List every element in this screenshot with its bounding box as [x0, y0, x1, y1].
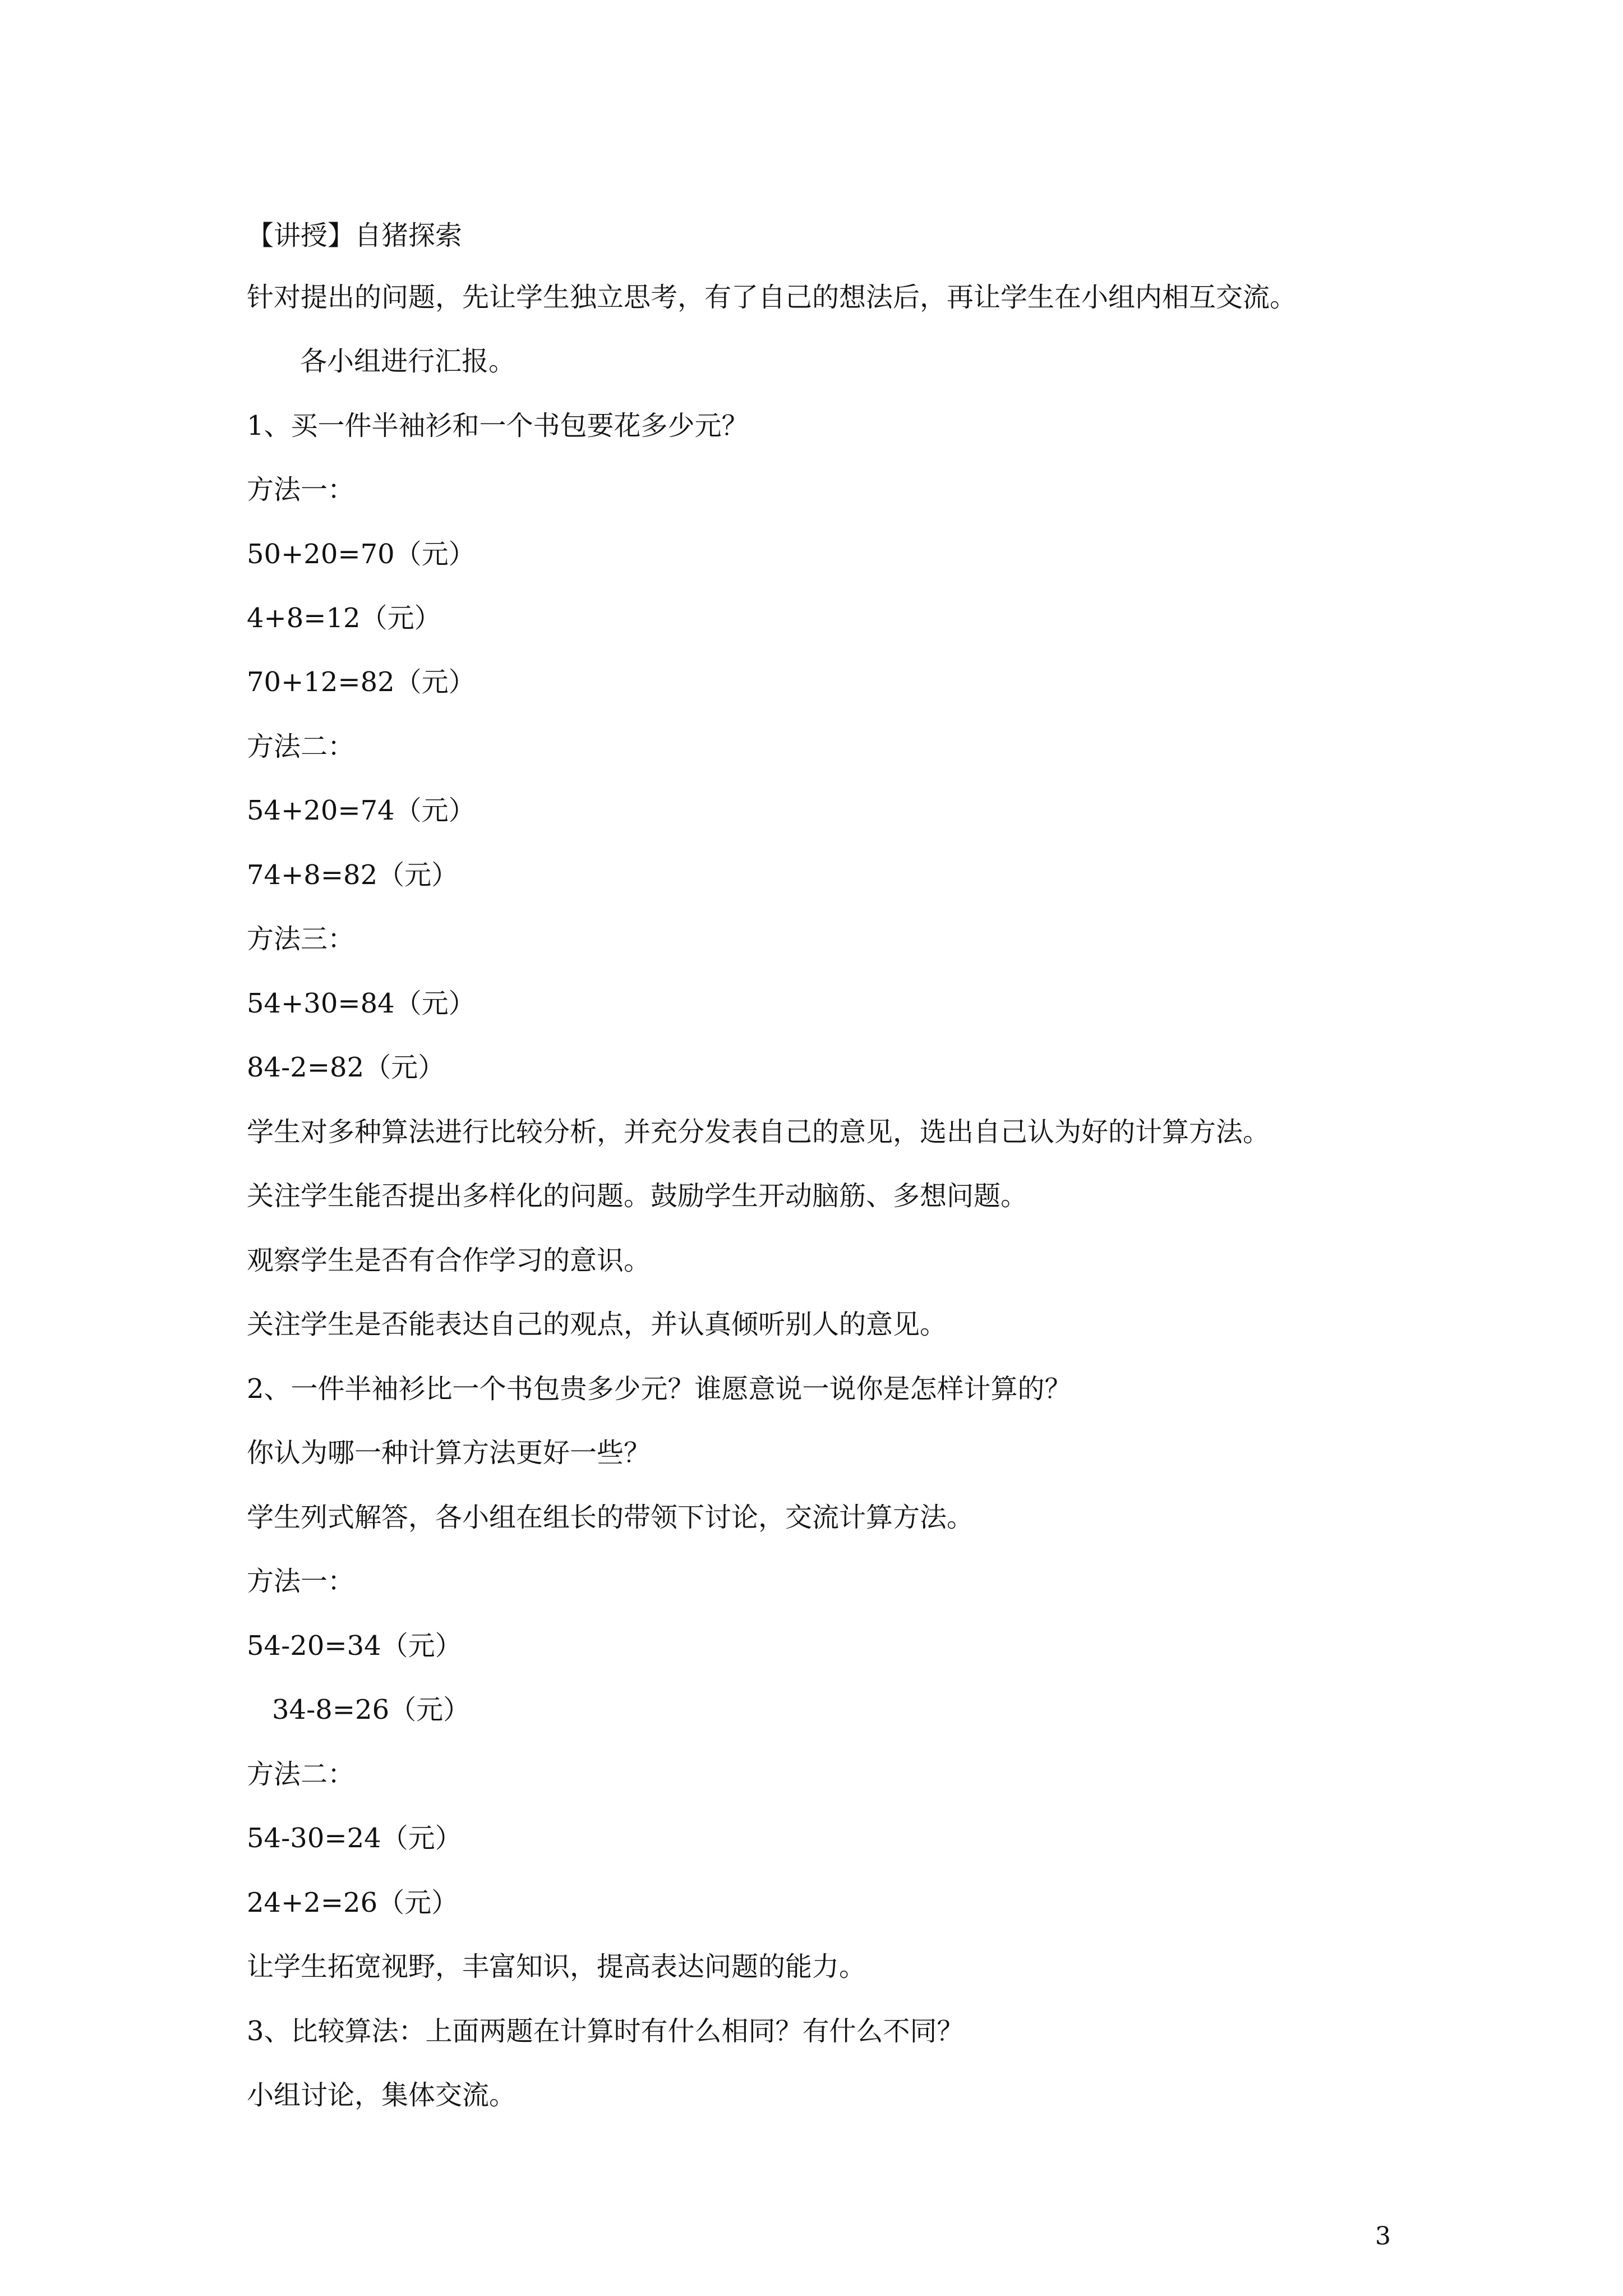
page-number: 3: [1375, 2222, 1391, 2251]
calculation-line: 50+20=70（元）: [247, 539, 476, 570]
paragraph-line: 关注学生是否能表达自己的观点，并认真倾听别人的意见。: [247, 1309, 947, 1340]
paragraph-line: 各小组进行汇报。: [300, 346, 516, 377]
paragraph-line: 观察学生是否有合作学习的意识。: [247, 1245, 651, 1276]
method-label: 方法二：: [247, 1759, 355, 1790]
calculation-line: 24+2=26（元）: [247, 1887, 459, 1918]
section-heading: 【讲授】自猪探索: [247, 220, 463, 251]
question-3: 3、比较算法：上面两题在计算时有什么相同？有什么不同？: [247, 2016, 964, 2047]
calculation-line: 54-20=34（元）: [247, 1630, 462, 1662]
method-label: 方法三：: [247, 923, 355, 955]
calculation-line: 74+8=82（元）: [247, 859, 459, 891]
calculation-line: 34-8=26（元）: [272, 1694, 471, 1726]
paragraph-line: 针对提出的问题，先让学生独立思考，有了自己的想法后，再让学生在小组内相互交流。: [247, 282, 1297, 313]
paragraph-line: 学生列式解答，各小组在组长的带领下讨论，交流计算方法。: [247, 1502, 974, 1533]
method-label: 方法二：: [247, 731, 355, 762]
question-2: 2、一件半袖衫比一个书包贵多少元？谁愿意说一说你是怎样计算的？: [247, 1373, 1072, 1405]
question-1: 1、买一件半袖衫和一个书包要花多少元？: [247, 410, 749, 441]
paragraph-line: 学生对多种算法进行比较分析，并充分发表自己的意见，选出自己认为好的计算方法。: [247, 1116, 1270, 1148]
calculation-line: 54+30=84（元）: [247, 988, 476, 1019]
calculation-line: 54+20=74（元）: [247, 795, 476, 826]
method-label: 方法一：: [247, 1566, 355, 1597]
paragraph-line: 小组讨论，集体交流。: [247, 2079, 517, 2111]
calculation-line: 4+8=12（元）: [247, 602, 441, 634]
calculation-line: 84-2=82（元）: [247, 1052, 445, 1083]
method-label: 方法一：: [247, 474, 355, 505]
calculation-line: 70+12=82（元）: [247, 666, 476, 698]
paragraph-line: 你认为哪一种计算方法更好一些？: [247, 1437, 651, 1469]
paragraph-line: 让学生拓宽视野，丰富知识，提高表达问题的能力。: [247, 1951, 866, 1982]
paragraph-line: 关注学生能否提出多样化的问题。鼓励学生开动脑筋、多想问题。: [247, 1180, 1028, 1212]
calculation-line: 54-30=24（元）: [247, 1823, 462, 1854]
